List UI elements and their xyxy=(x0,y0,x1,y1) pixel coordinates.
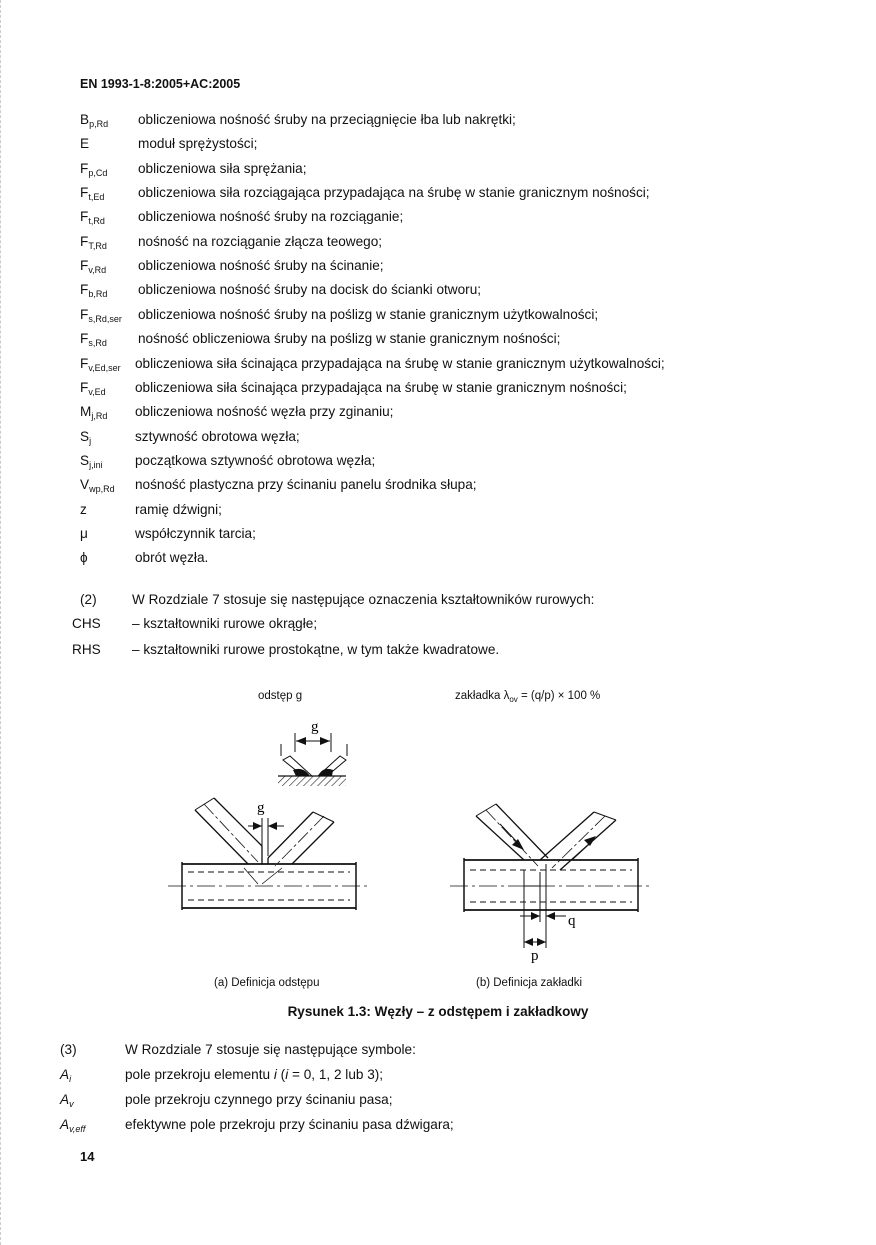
symbol-base: E xyxy=(80,136,90,152)
symbol-base: S xyxy=(80,452,90,468)
overlap-joint xyxy=(450,804,652,948)
gap-joint xyxy=(168,798,370,910)
paragraph-text: W Rozdziale 7 stosuje się następujące oznaczenia kształtowników rurowych: xyxy=(132,592,595,607)
symbol-base: F xyxy=(80,160,89,176)
symbol-base: F xyxy=(80,233,89,249)
symbol-sub: p,Rd xyxy=(89,119,109,129)
symbol-description: początkowa sztywność obrotowa węzła; xyxy=(135,452,376,468)
tube-text: – kształtowniki rurowe prostokątne, w tym także kwadratowe. xyxy=(132,642,500,657)
symbol xyxy=(60,1067,71,1084)
symbol-sub: v,Rd xyxy=(88,265,107,276)
symbol-description: sztywność obrotowa węzła; xyxy=(135,428,300,444)
symbol-description: obliczeniowa nośność śruby na rozciąganie; xyxy=(138,209,404,225)
symbol-base: F xyxy=(80,379,89,395)
symbol-base: F xyxy=(80,258,89,274)
symbol-base: A xyxy=(60,1092,70,1107)
symbol-sub: j,Rd xyxy=(91,411,108,422)
symbol-description: efektywne pole przekroju przy ścinaniu pasa dźwigara; xyxy=(125,1117,454,1132)
label-overlap-post: = (q/p) × 100 % xyxy=(517,690,601,702)
paragraph-number: (2) xyxy=(80,592,97,607)
symbol-base: ϕ xyxy=(80,550,88,566)
label-gap: odstęp g xyxy=(258,690,303,702)
letter-g-top: g xyxy=(311,719,319,735)
symbol-base: z xyxy=(80,501,87,517)
desc-part: pole przekroju elementu xyxy=(125,1067,274,1082)
symbol xyxy=(60,1117,85,1134)
symbol-description: obliczeniowa siła rozciągająca przypadająca na śrubę w stanie granicznym nośności; xyxy=(138,185,650,201)
symbol-description: obliczeniowa nośność węzła przy zginaniu; xyxy=(135,404,394,420)
symbol-base: F xyxy=(80,282,89,298)
tube-abbr: CHS xyxy=(72,616,101,631)
symbol-description: pole przekroju czynnego przy ścinaniu pasa; xyxy=(125,1092,393,1107)
tube-text: – kształtowniki rurowe okrągłe; xyxy=(132,616,318,631)
symbol-base: B xyxy=(80,112,90,127)
letter-q: q xyxy=(568,913,576,929)
symbol-sub: j,ini xyxy=(89,459,103,470)
paragraph-text: W Rozdziale 7 stosuje się następujące symbole: xyxy=(125,1042,416,1057)
symbol-sub: s,Rd xyxy=(88,338,107,349)
figure-title: Rysunek 1.3: Węzły – z odstępem i zakładkowy xyxy=(287,1004,589,1019)
desc-part: ( xyxy=(276,1067,286,1082)
symbol-base: V xyxy=(80,477,90,493)
tube-abbr: RHS xyxy=(72,642,101,657)
symbol-description: obliczeniowa nośność śruby na docisk do ścianki otworu; xyxy=(138,282,482,298)
symbol-description: obliczeniowa siła ścinająca przypadająca na śrubę w stanie granicznym użytkowalności; xyxy=(135,355,665,371)
gap-detail xyxy=(278,733,347,786)
symbol-description: nośność na rozciąganie złącza teowego; xyxy=(138,233,383,249)
symbol xyxy=(60,1092,74,1109)
desc-var: i xyxy=(273,1067,277,1082)
symbol-base: F xyxy=(80,306,89,322)
symbol-description: współczynnik tarcia; xyxy=(135,525,256,541)
letter-g-left: g xyxy=(257,800,265,816)
symbol-description: obliczeniowa nośność śruby na przeciągnięcie łba lub nakrętki; xyxy=(138,112,516,127)
symbol-base: μ xyxy=(80,525,88,541)
symbol-sub: T,Rd xyxy=(88,240,107,251)
caption-a: (a) Definicja odstępu xyxy=(214,977,320,989)
symbol-description: obliczeniowa siła sprężania; xyxy=(138,160,307,176)
symbol-sub: wp,Rd xyxy=(89,484,115,495)
symbol-base: F xyxy=(80,185,89,201)
symbol-sub: t,Rd xyxy=(88,216,105,227)
caption-b: (b) Definicja zakładki xyxy=(476,977,583,989)
page-number: 14 xyxy=(80,1149,95,1164)
symbol-sub: i xyxy=(69,1074,72,1084)
symbol-description: obliczeniowa nośność śruby na poślizg w stanie granicznym użytkowalności; xyxy=(138,306,599,322)
symbol-description: nośność plastyczna przy ścinaniu panelu środnika słupa; xyxy=(135,477,477,493)
symbol-sub: v,eff xyxy=(69,1124,86,1134)
symbol-sub: j xyxy=(89,435,92,446)
symbol-description: ramię dźwigni; xyxy=(135,501,222,517)
symbol-base: A xyxy=(60,1067,70,1082)
symbol-description xyxy=(125,1067,383,1082)
symbol-description: obliczeniowa nośność śruby na ścinanie; xyxy=(138,258,384,274)
symbol-base: A xyxy=(60,1117,70,1132)
label-overlap-pre: zakładka λ xyxy=(455,690,510,702)
symbol-base: F xyxy=(80,209,89,225)
symbol-base: M xyxy=(80,404,92,420)
symbol-base: F xyxy=(80,331,89,347)
desc-part: = 0, 1, 2 lub 3); xyxy=(288,1067,384,1082)
letter-p: p xyxy=(531,948,539,964)
symbol-description: moduł sprężystości; xyxy=(138,136,258,152)
symbol-description: nośność obliczeniowa śruby na poślizg w stanie granicznym nośności; xyxy=(138,331,561,347)
symbol-description: obrót węzła. xyxy=(135,550,209,566)
symbol-sub: s,Rd,ser xyxy=(88,313,122,324)
document-header: EN 1993-1-8:2005+AC:2005 xyxy=(80,77,241,91)
symbol-sub: v xyxy=(69,1099,74,1109)
desc-var: i xyxy=(285,1067,289,1082)
label-overlap-sub: ov xyxy=(509,695,518,704)
paragraph-number: (3) xyxy=(60,1042,77,1057)
symbol-base: F xyxy=(80,355,89,371)
symbol-sub: v,Ed,ser xyxy=(88,362,121,373)
symbol-sub: p,Cd xyxy=(88,167,108,178)
symbol-sub: t,Ed xyxy=(88,192,105,203)
symbol-description: obliczeniowa siła ścinająca przypadająca na śrubę w stanie granicznym nośności; xyxy=(135,379,627,395)
symbol-base: S xyxy=(80,428,90,444)
symbol-sub: b,Rd xyxy=(88,289,108,300)
symbol-sub: v,Ed xyxy=(88,386,106,397)
